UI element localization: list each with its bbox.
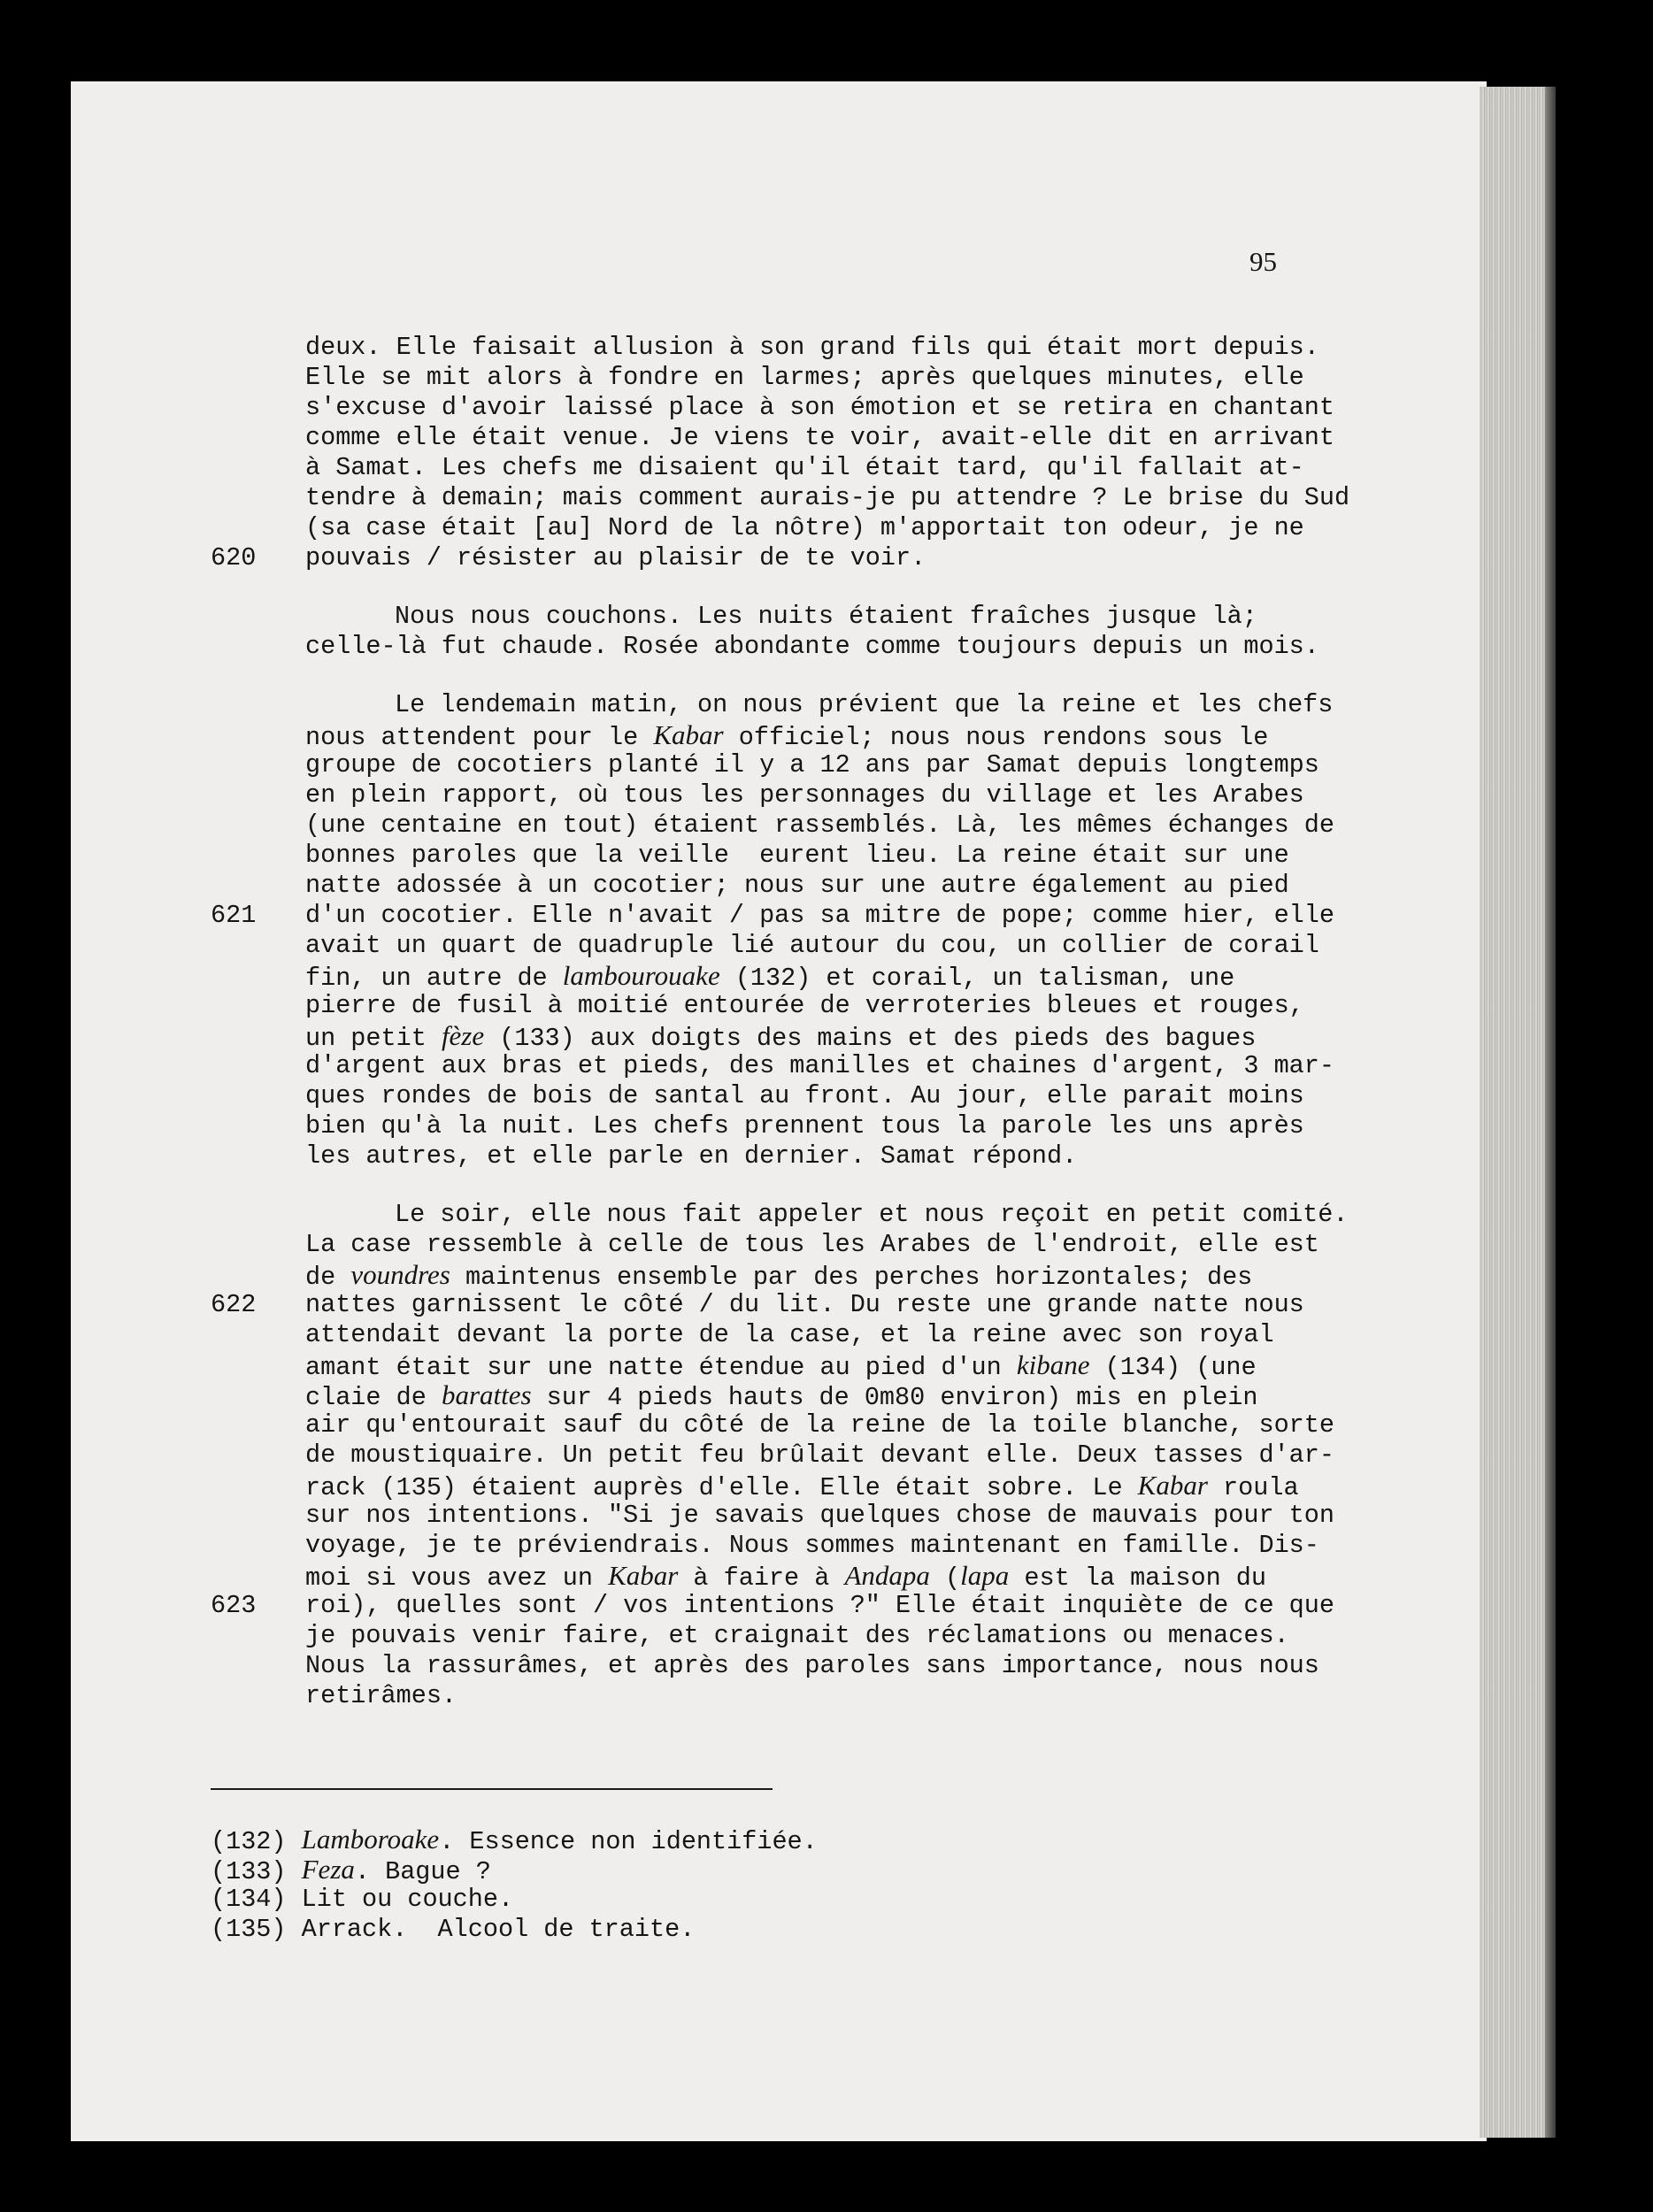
text-line: deux. Elle faisait allusion à son grand fils qui était mort depuis. xyxy=(305,333,1319,362)
text-line: nous attendent pour le Kabar officiel; nous nous rendons sous le xyxy=(305,719,1269,752)
text-line: bonnes paroles que la veille eurent lieu. La reine était sur une xyxy=(305,841,1289,870)
text-line: claie de barattes sur 4 pieds hauts de 0m80 environ) mis en plein xyxy=(305,1379,1258,1412)
text-line: en plein rapport, où tous les personnages du village et les Arabes xyxy=(305,780,1304,810)
text-line: d'un cocotier. Elle n'avait / pas sa mitre de pope; comme hier, elle xyxy=(305,901,1334,930)
text-line: celle-là fut chaude. Rosée abondante comme toujours depuis un mois. xyxy=(305,632,1319,661)
text-line: Elle se mit alors à fondre en larmes; après quelques minutes, elle xyxy=(305,363,1304,392)
text-line: ques rondes de bois de santal au front. Au jour, elle parait moins xyxy=(305,1081,1304,1110)
text-line: fin, un autre de lambourouake (132) et corail, un talisman, une xyxy=(305,960,1235,993)
text-line: bien qu'à la nuit. Les chefs prennent tous la parole les uns après xyxy=(305,1111,1304,1141)
text-line: La case ressemble à celle de tous les Arabes de l'endroit, elle est xyxy=(305,1230,1319,1259)
italic-term: Andapa xyxy=(844,1560,930,1591)
text-line: pierre de fusil à moitié entourée de verroteries bleues et rouges, xyxy=(305,991,1304,1020)
text-line: comme elle était venue. Je viens te voir, avait-elle dit en arrivant xyxy=(305,423,1334,452)
text-line: un petit fèze (133) aux doigts des mains et des pieds des bagues xyxy=(305,1020,1257,1053)
italic-term: Kabar xyxy=(653,719,724,750)
italic-term: Kabar xyxy=(608,1560,679,1591)
text-line: groupe de cocotiers planté il y a 12 ans par Samat depuis longtemps xyxy=(305,750,1319,780)
text-line: les autres, et elle parle en dernier. Samat répond. xyxy=(305,1141,1078,1171)
margin-number: 620 xyxy=(211,543,257,572)
italic-term: lapa xyxy=(960,1560,1010,1591)
text-line: roi), quelles sont / vos intentions ?" Elle était inquiète de ce que xyxy=(305,1591,1334,1620)
text-line: nattes garnissent le côté / du lit. Du reste une grande natte nous xyxy=(305,1290,1304,1319)
italic-term: lambourouake xyxy=(562,960,720,991)
text-line: s'excuse d'avoir laissé place à son émotion et se retira en chantant xyxy=(305,393,1334,422)
footnote: (132) Lamboroake. Essence non identifiée. xyxy=(211,1824,818,1856)
text-line: de voundres maintenus ensemble par des perches horizontales; des xyxy=(305,1259,1253,1292)
text-line: sur nos intentions. "Si je savais quelques chose de mauvais pour ton xyxy=(305,1501,1334,1530)
italic-term: kibane xyxy=(1016,1349,1090,1380)
text-line: voyage, je te préviendrais. Nous sommes maintenant en famille. Dis- xyxy=(305,1531,1319,1560)
text-line: attendait devant la porte de la case, et la reine avec son royal xyxy=(305,1320,1274,1349)
text-line: Le lendemain matin, on nous prévient que la reine et les chefs xyxy=(395,690,1334,719)
text-line: amant était sur une natte étendue au pied d'un kibane (134) (une xyxy=(305,1349,1257,1382)
footnote-term: Lamboroake xyxy=(301,1824,440,1855)
text-line: natte adossée à un cocotier; nous sur une autre également au pied xyxy=(305,871,1289,900)
italic-term: Kabar xyxy=(1137,1470,1208,1501)
text-line: tendre à demain; mais comment aurais-je pu attendre ? Le brise du Sud xyxy=(305,483,1350,512)
text-line: retirâmes. xyxy=(305,1681,457,1710)
text-line: de moustiquaire. Un petit feu brûlait devant elle. Deux tasses d'ar- xyxy=(305,1440,1334,1470)
text-line: avait un quart de quadruple lié autour du cou, un collier de corail xyxy=(305,931,1319,960)
page-number: 95 xyxy=(1249,246,1277,277)
text-line: Nous nous couchons. Les nuits étaient fraîches jusque là; xyxy=(395,602,1257,631)
footnote-term: Feza xyxy=(301,1854,355,1885)
italic-term: voundres xyxy=(350,1259,450,1290)
footnote-rule xyxy=(211,1788,773,1790)
text-line: Nous la rassurâmes, et après des paroles sans importance, nous nous xyxy=(305,1651,1319,1680)
italic-term: fèze xyxy=(441,1020,485,1051)
footnote: (135) Arrack. Alcool de traite. xyxy=(211,1915,696,1944)
text-line: air qu'entourait sauf du côté de la reine de la toile blanche, sorte xyxy=(305,1410,1334,1440)
footnote: (134) Lit ou couche. xyxy=(211,1885,514,1914)
text-line: (sa case était [au] Nord de la nôtre) m'apportait ton odeur, je ne xyxy=(305,513,1304,542)
margin-number: 623 xyxy=(211,1591,257,1620)
italic-term: barattes xyxy=(441,1379,532,1410)
text-line: pouvais / résister au plaisir de te voir. xyxy=(305,543,926,572)
text-line: je pouvais venir faire, et craignait des réclamations ou menaces. xyxy=(305,1621,1289,1650)
text-line: (une centaine en tout) étaient rassemblés. Là, les mêmes échanges de xyxy=(305,810,1334,840)
text-line: moi si vous avez un Kabar à faire à Andapa (lapa est la maison du xyxy=(305,1560,1267,1593)
footnote: (133) Feza. Bague ? xyxy=(211,1854,491,1886)
text-line: à Samat. Les chefs me disaient qu'il était tard, qu'il fallait at- xyxy=(305,453,1304,482)
margin-number: 622 xyxy=(211,1290,257,1319)
margin-number: 621 xyxy=(211,901,257,930)
text-line: rack (135) étaient auprès d'elle. Elle était sobre. Le Kabar roula xyxy=(305,1470,1299,1502)
text-line: d'argent aux bras et pieds, des manilles et chaines d'argent, 3 mar- xyxy=(305,1051,1334,1080)
text-line: Le soir, elle nous fait appeler et nous reçoit en petit comité. xyxy=(395,1200,1349,1229)
